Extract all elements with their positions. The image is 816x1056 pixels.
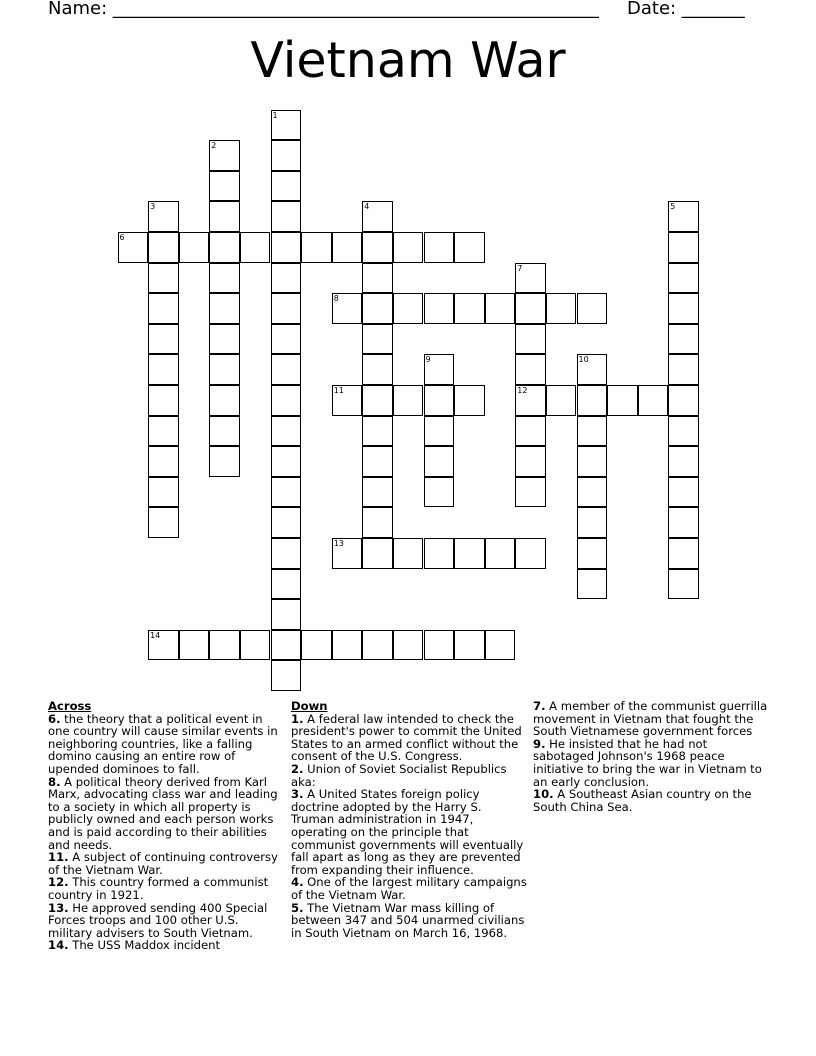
grid-cell[interactable]	[362, 538, 393, 569]
grid-cell[interactable]	[362, 630, 393, 661]
grid-cell[interactable]	[424, 630, 455, 661]
grid-cell[interactable]	[668, 201, 699, 232]
across-heading: Across	[48, 699, 92, 713]
grid-cell[interactable]	[362, 324, 393, 355]
clue-text: He approved sending 400 Special Forces troops and 100 other U.S. military advisers to South Vietnam.	[48, 900, 268, 940]
grid-cell[interactable]	[362, 201, 393, 232]
grid-cell[interactable]	[454, 538, 485, 569]
grid-cell[interactable]	[546, 385, 577, 416]
clue-text: A United States foreign policy doctrine adopted by the Harry S. Truman administration in 1947, operating on the principle that communist governments will eventually fall apart as long as they are prevented from expanding their influence.	[291, 787, 524, 877]
grid-cell[interactable]	[209, 324, 240, 355]
grid-cell[interactable]	[148, 446, 179, 477]
grid-cell[interactable]	[638, 385, 669, 416]
clue-number: 6.	[48, 711, 61, 726]
grid-cell[interactable]	[148, 416, 179, 447]
grid-cell[interactable]	[454, 385, 485, 416]
grid-cell[interactable]	[148, 201, 179, 232]
grid-cell[interactable]	[362, 416, 393, 447]
grid-cell[interactable]	[362, 507, 393, 538]
across-clue	[48, 713, 284, 776]
across-clues	[48, 700, 284, 952]
clue-text: A political theory derived from Karl Marx, advocating class war and leading to a society in which all property is publicly owned and each person works and is paid according to their abilities and needs.	[48, 774, 278, 852]
clue-number: 8.	[48, 774, 61, 789]
grid-cell[interactable]	[577, 538, 608, 569]
grid-cell[interactable]	[148, 293, 179, 324]
grid-cell[interactable]	[577, 354, 608, 385]
grid-cell[interactable]	[668, 477, 699, 508]
across-clue	[48, 851, 284, 876]
grid-cell[interactable]	[515, 416, 546, 447]
grid-cell[interactable]	[362, 293, 393, 324]
grid-cell[interactable]	[424, 293, 455, 324]
grid-cell[interactable]	[515, 477, 546, 508]
clue-number: 2.	[291, 761, 304, 776]
grid-cell[interactable]	[148, 630, 179, 661]
down-clues-continued	[533, 700, 769, 813]
grid-cell[interactable]	[424, 446, 455, 477]
clue-number-label: 2	[211, 141, 217, 151]
grid-cell[interactable]	[424, 232, 455, 263]
grid-cell[interactable]	[393, 232, 424, 263]
grid-cell[interactable]	[668, 354, 699, 385]
grid-cell[interactable]	[209, 201, 240, 232]
clue-number: 5.	[291, 900, 304, 915]
down-clue	[533, 738, 769, 788]
grid-cell[interactable]	[271, 324, 302, 355]
grid-cell[interactable]	[209, 171, 240, 202]
grid-cell[interactable]	[271, 477, 302, 508]
name-field[interactable]: Name: ______________________________________________________	[48, 0, 599, 19]
grid-cell[interactable]	[271, 569, 302, 600]
grid-cell[interactable]	[485, 293, 516, 324]
clue-number: 11.	[48, 850, 69, 865]
clue-number-label: 14	[150, 630, 161, 640]
clue-text: The Vietnam War mass killing of between 347 and 504 unarmed civilians in South Vietnam on March 16, 1968.	[291, 900, 525, 940]
clue-text: This country formed a communist country in 1921.	[48, 875, 269, 902]
grid-cell[interactable]	[515, 293, 546, 324]
clue-number-label: 5	[670, 202, 676, 212]
across-clue	[48, 902, 284, 940]
clue-number: 13.	[48, 900, 69, 915]
grid-cell[interactable]	[607, 385, 638, 416]
grid-cell[interactable]	[577, 446, 608, 477]
grid-cell[interactable]	[301, 630, 332, 661]
date-field[interactable]: Date: _______	[627, 0, 745, 19]
grid-cell[interactable]	[668, 324, 699, 355]
grid-cell[interactable]	[668, 232, 699, 263]
grid-cell[interactable]	[362, 232, 393, 263]
grid-cell[interactable]	[271, 110, 302, 141]
clue-number-label: 9	[425, 355, 431, 365]
clue-text: A federal law intended to check the president's power to commit the United States to an armed conflict without the consent of the U.S. Congress.	[291, 711, 522, 764]
grid-cell[interactable]	[271, 630, 302, 661]
grid-cell[interactable]	[546, 293, 577, 324]
grid-cell[interactable]	[148, 354, 179, 385]
grid-cell[interactable]	[271, 538, 302, 569]
grid-cell[interactable]	[209, 263, 240, 294]
clue-number: 3.	[291, 787, 304, 802]
grid-cell[interactable]	[209, 385, 240, 416]
clue-number-label: 8	[333, 294, 339, 304]
grid-cell[interactable]	[424, 538, 455, 569]
grid-cell[interactable]	[577, 569, 608, 600]
grid-cell[interactable]	[148, 385, 179, 416]
grid-cell[interactable]	[148, 477, 179, 508]
grid-cell[interactable]	[668, 293, 699, 324]
down-clue	[291, 788, 527, 876]
grid-cell[interactable]	[332, 630, 363, 661]
clue-text: He insisted that he had not sabotaged Johnson's 1968 peace initiative to bring the war in Vietnam to an early conclusion.	[533, 736, 762, 789]
page-title: Vietnam War	[250, 32, 566, 89]
clue-number: 4.	[291, 875, 304, 890]
grid-cell[interactable]	[209, 446, 240, 477]
grid-cell[interactable]	[577, 507, 608, 538]
grid-cell[interactable]	[148, 324, 179, 355]
grid-cell[interactable]	[271, 201, 302, 232]
grid-cell[interactable]	[454, 232, 485, 263]
clue-text: the theory that a political event in one country will cause similar events in neighboring countries, like a falling domino causing an entire row of upended dominoes to fall.	[48, 711, 278, 776]
clue-text: One of the largest military campaigns of the Vietnam War.	[291, 875, 527, 902]
grid-cell[interactable]	[424, 354, 455, 385]
clue-text: A subject of continuing controversy of the Vietnam War.	[48, 850, 278, 877]
down-clue	[533, 700, 769, 738]
clue-text: The USS Maddox incident	[72, 938, 221, 953]
grid-cell[interactable]	[148, 507, 179, 538]
grid-cell[interactable]	[362, 385, 393, 416]
down-heading: Down	[291, 699, 328, 713]
grid-cell[interactable]	[485, 630, 516, 661]
grid-cell[interactable]	[332, 385, 363, 416]
grid-cell[interactable]	[668, 385, 699, 416]
grid-cell[interactable]	[240, 630, 271, 661]
grid-cell[interactable]	[209, 416, 240, 447]
down-clue	[291, 763, 527, 788]
grid-cell[interactable]	[393, 385, 424, 416]
grid-cell[interactable]	[240, 232, 271, 263]
grid-cell[interactable]	[209, 232, 240, 263]
grid-cell[interactable]	[148, 232, 179, 263]
down-clues	[291, 700, 527, 939]
grid-cell[interactable]	[515, 385, 546, 416]
grid-cell[interactable]	[668, 538, 699, 569]
grid-cell[interactable]	[577, 477, 608, 508]
grid-cell[interactable]	[668, 416, 699, 447]
clue-number-label: 12	[517, 386, 528, 395]
clue-number: 14.	[48, 938, 69, 953]
down-clue	[291, 876, 527, 901]
grid-cell[interactable]	[577, 385, 608, 416]
clue-text: A Southeast Asian country on the South China Sea.	[533, 787, 752, 814]
grid-cell[interactable]	[271, 507, 302, 538]
clue-number-label: 11	[333, 386, 344, 395]
across-clue	[48, 939, 284, 952]
grid-cell[interactable]	[577, 416, 608, 447]
grid-cell[interactable]	[668, 507, 699, 538]
grid-cell[interactable]	[454, 293, 485, 324]
grid-cell[interactable]	[209, 140, 240, 171]
down-clue	[291, 902, 527, 940]
grid-cell[interactable]	[301, 232, 332, 263]
grid-cell[interactable]	[271, 140, 302, 171]
clue-number-label: 7	[517, 263, 523, 273]
across-clue	[48, 776, 284, 852]
clue-text: Union of Soviet Socialist Republics aka:	[291, 761, 507, 789]
clue-number: 9.	[533, 736, 546, 751]
clue-number-label: 1	[272, 110, 278, 120]
grid-cell[interactable]	[424, 477, 455, 508]
grid-cell[interactable]	[668, 263, 699, 294]
grid-cell[interactable]	[515, 324, 546, 355]
grid-cell[interactable]	[271, 385, 302, 416]
grid-cell[interactable]	[271, 354, 302, 385]
grid-cell[interactable]	[424, 385, 455, 416]
clue-number: 12.	[48, 875, 69, 890]
grid-cell[interactable]	[424, 416, 455, 447]
clue-number-label: 4	[364, 202, 370, 212]
grid-cell[interactable]	[209, 354, 240, 385]
clue-text: A member of the communist guerrilla movement in Vietnam that fought the South Vietnamese government forces	[533, 699, 768, 739]
grid-cell[interactable]	[271, 263, 302, 294]
grid-cell[interactable]	[332, 538, 363, 569]
grid-cell[interactable]	[485, 538, 516, 569]
grid-cell[interactable]	[209, 630, 240, 661]
grid-cell[interactable]	[271, 599, 302, 630]
clue-number: 7.	[533, 699, 546, 713]
clue-number: 10.	[533, 787, 554, 802]
grid-cell[interactable]	[668, 569, 699, 600]
grid-cell[interactable]	[362, 354, 393, 385]
grid-cell[interactable]	[271, 660, 302, 691]
down-clue	[533, 788, 769, 813]
grid-cell[interactable]	[393, 630, 424, 661]
grid-cell[interactable]	[271, 171, 302, 202]
grid-cell[interactable]	[515, 446, 546, 477]
grid-cell[interactable]	[271, 293, 302, 324]
grid-cell[interactable]	[515, 354, 546, 385]
grid-cell[interactable]	[332, 293, 363, 324]
down-clue	[291, 713, 527, 763]
grid-cell[interactable]	[271, 416, 302, 447]
grid-cell[interactable]	[179, 630, 210, 661]
clue-number-label: 13	[333, 539, 344, 548]
grid-cell[interactable]	[362, 263, 393, 294]
grid-cell[interactable]	[271, 446, 302, 477]
clue-number-label: 10	[578, 355, 589, 365]
grid-cell[interactable]	[515, 538, 546, 569]
grid-cell[interactable]	[148, 263, 179, 294]
grid-cell[interactable]	[362, 446, 393, 477]
grid-cell[interactable]	[179, 232, 210, 263]
grid-cell[interactable]	[271, 232, 302, 263]
grid-cell[interactable]	[515, 263, 546, 294]
grid-cell[interactable]	[332, 232, 363, 263]
across-clue	[48, 876, 284, 901]
grid-cell[interactable]	[668, 446, 699, 477]
grid-cell[interactable]	[577, 293, 608, 324]
grid-cell[interactable]	[393, 293, 424, 324]
grid-cell[interactable]	[454, 630, 485, 661]
grid-cell[interactable]	[118, 232, 149, 263]
grid-cell[interactable]	[393, 538, 424, 569]
clue-number-label: 3	[150, 202, 156, 212]
clue-number-label: 6	[119, 233, 125, 242]
grid-cell[interactable]	[209, 293, 240, 324]
clue-number: 1.	[291, 711, 304, 726]
grid-cell[interactable]	[362, 477, 393, 508]
